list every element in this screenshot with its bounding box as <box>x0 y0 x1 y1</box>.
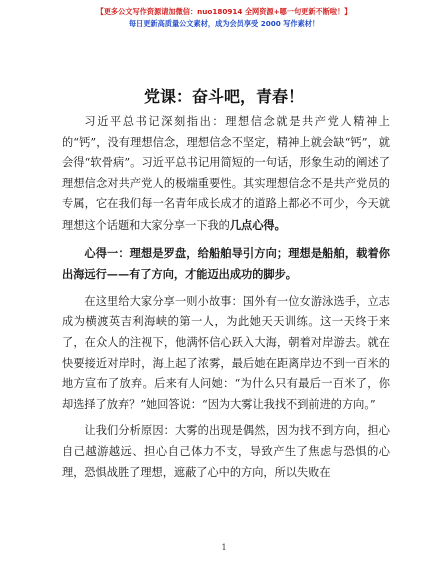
paragraph-intro-text: 习近平总书记深刻指出：理想信念就是共产党人精神上的“钙”，没有理想信念，理想信念不坚定，精神上就会缺“钙”，就会得“软骨病”。习近平总书记用简短的一句话，形象生动的阐述了理想信念对共产党人的极端重要性。其实理想信念不是共产党员的专属，它在我们每一名青年成长成才的道路上都必不可少，今天就理想这个话题和大家分享一下我的 <box>62 115 390 232</box>
paragraph-story: 在这里给大家分享一则小故事：国外有一位女游泳选手，立志成为横渡英吉利海峡的第一人，为此她天天训练。这一天终于来了，在众人的注视下，他满怀信心跃入大海，朝着对岸游去。就在快要接近对岸时，海上起了浓雾，最后她在距离岸边不到一百米的地方宣布了放弃。后来有人问她：“为什么只有最后一百米了，你却选择了放弃？”她回答说：“因为大雾让我找不到前进的方向。” <box>62 294 390 411</box>
paragraph-insight-one <box>62 243 390 286</box>
document-body <box>62 112 390 483</box>
promo-banner <box>0 6 448 30</box>
promo-line-1: 【更多公文写作资源请加微信：nuo180914 全网资源+哪一句更新不断啦！】 <box>96 7 352 16</box>
page-number: 1 <box>221 543 227 552</box>
insight-one-text: 心得一：理想是罗盘，给船舶导引方向；理想是船舶，载着你出海远行——有了方向，才能迈出成功的脚步。 <box>62 245 390 282</box>
paragraph-analysis: 让我们分析原因：大雾的出现是偶然，因为找不到方向，担心自己越游越远、担心自己体力不支，导致产生了焦虑与恐惧的心理，恐惧战胜了理想，遮蔽了心中的方向，所以失败在 <box>62 424 390 479</box>
paragraph-intro <box>62 112 390 237</box>
paragraph-intro-emphasis: 几点心得。 <box>229 217 286 232</box>
document-title: 党课：奋斗吧，青春！ <box>143 87 304 106</box>
promo-line-2: 每日更新高质量公文素材，成为会员享受 2000 写作素材！ <box>128 19 320 28</box>
